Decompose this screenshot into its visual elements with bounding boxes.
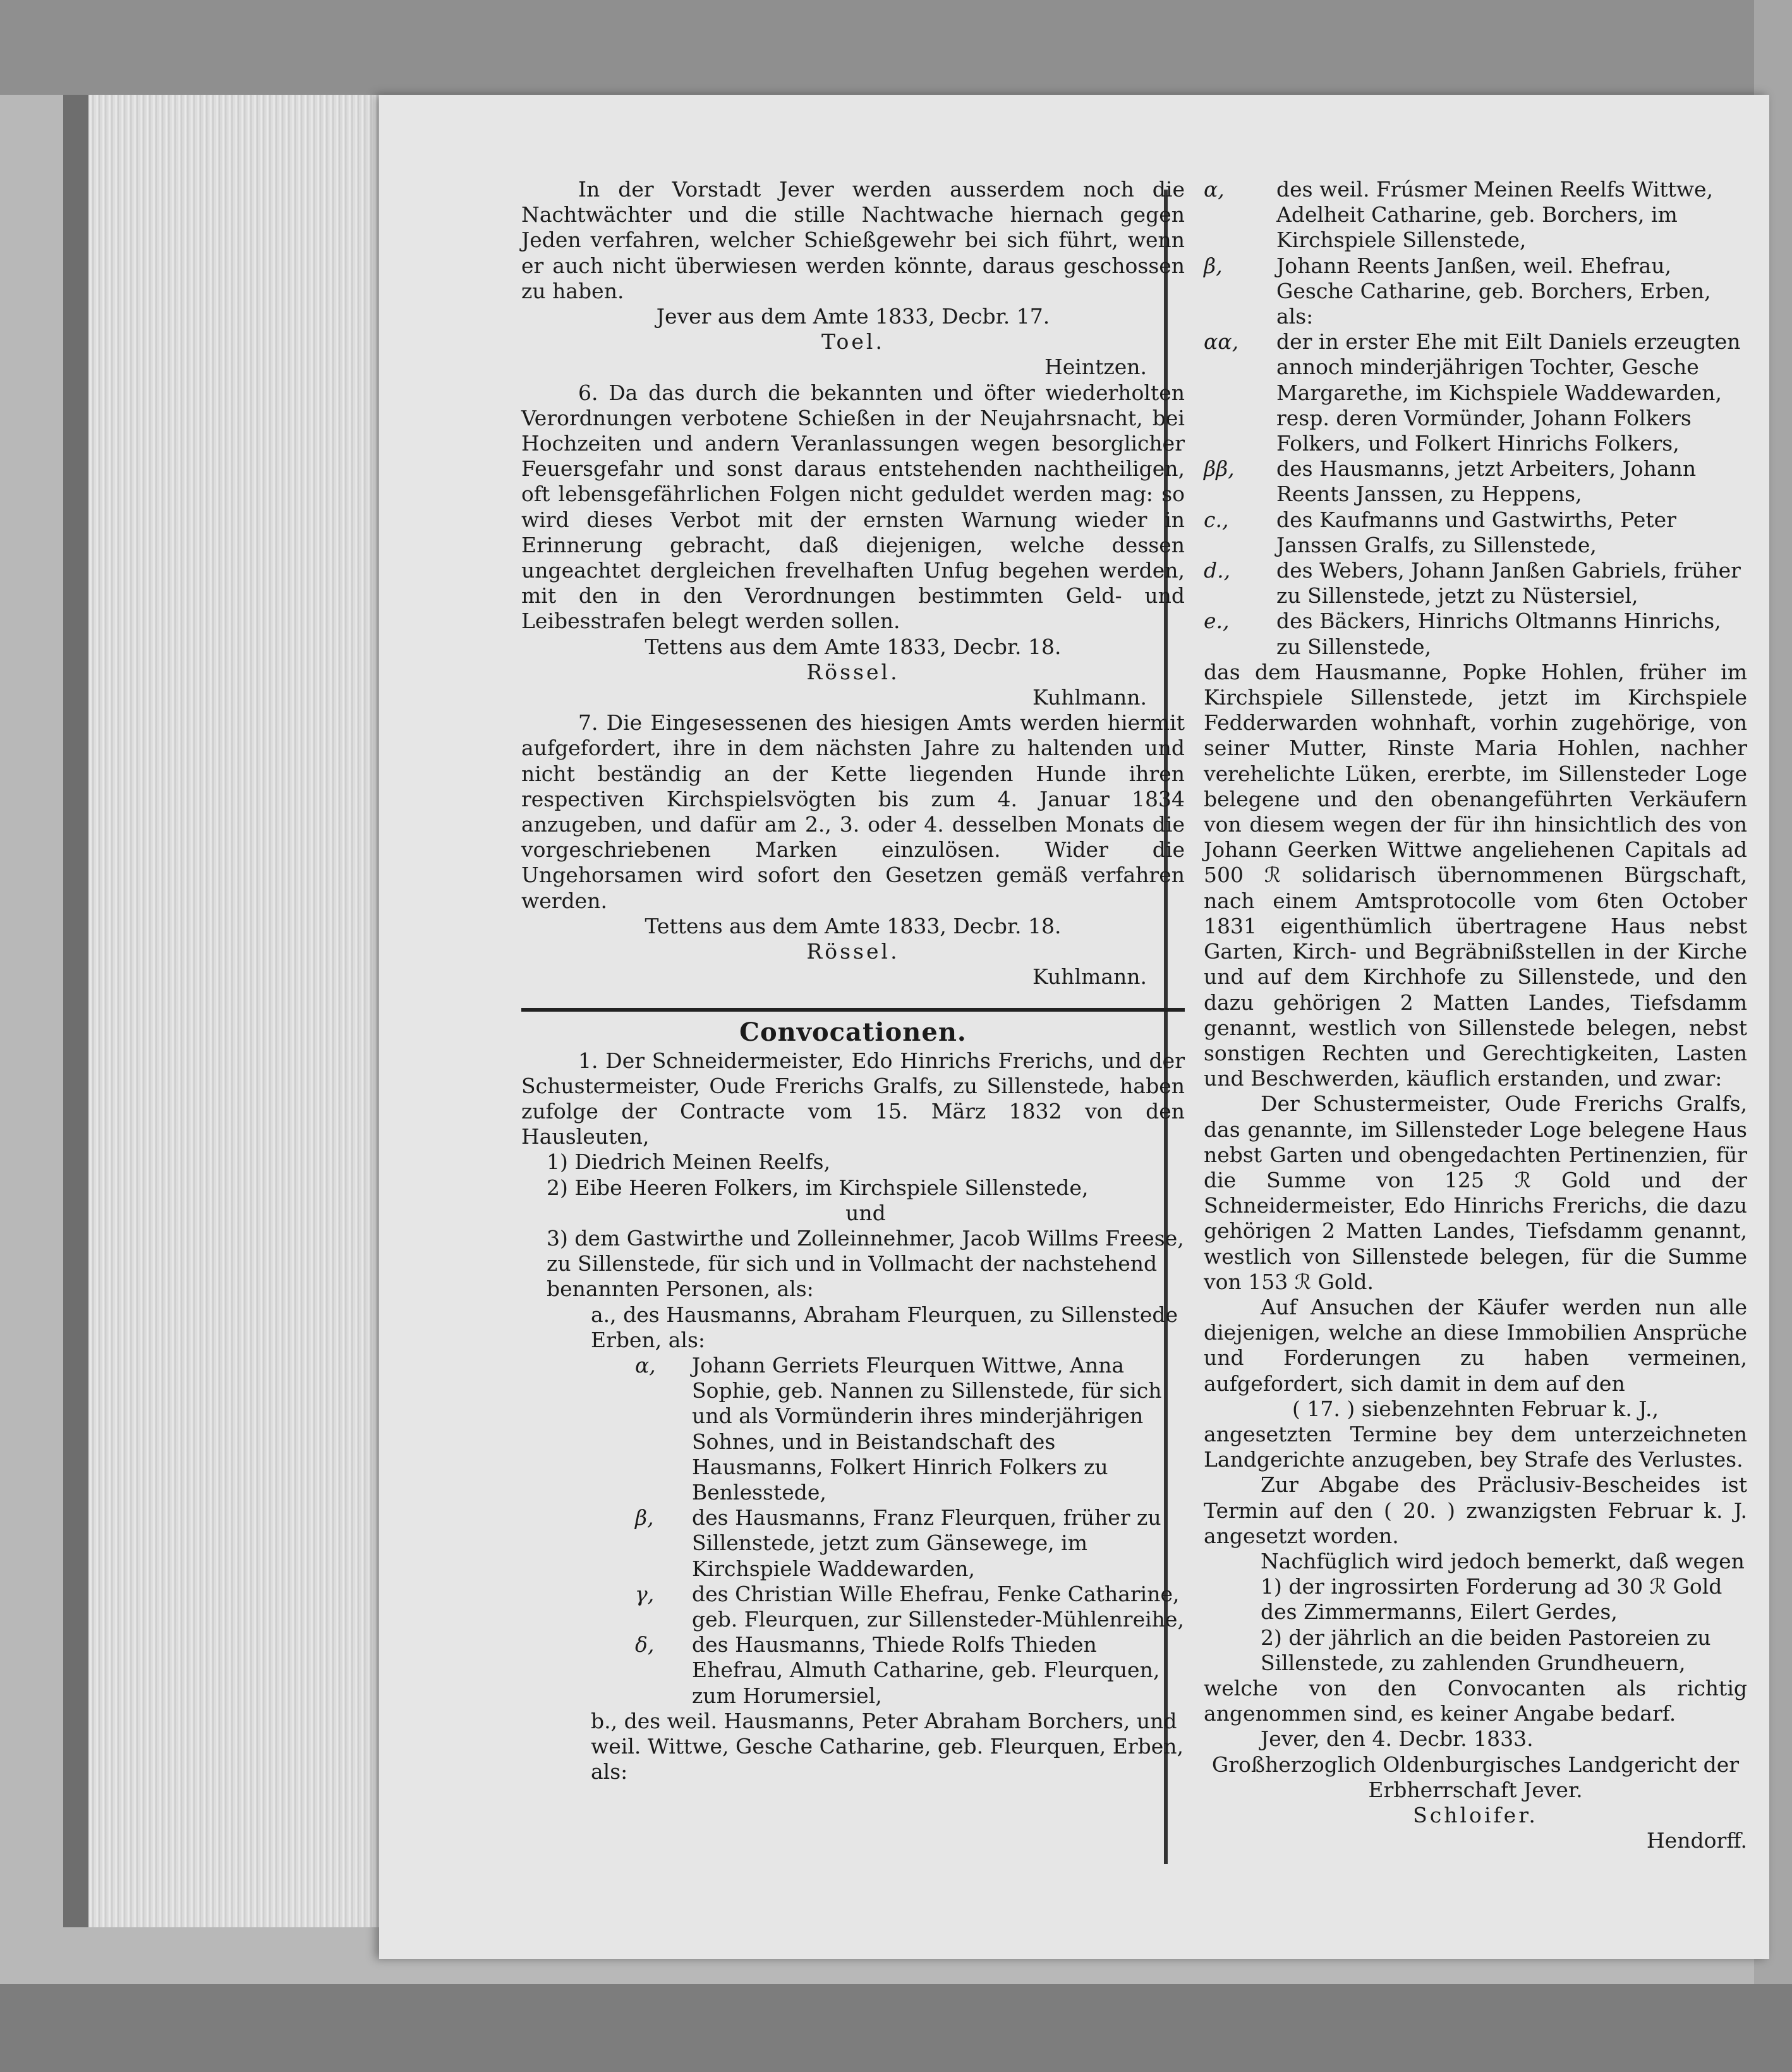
greek-marker: β, — [635, 1505, 654, 1530]
intro-date: Jever aus dem Amte 1833, Decbr. 17. — [656, 304, 1050, 329]
entry-text: der in erster Ehe mit Eilt Daniels erzeugten annoch minderjährigen Tochter, Gesche Margarethe, im Kichspiele Waddewarden, resp. deren Vormünder, Johann Folkers Folkers, und Folkert Hinrichs Folkers, — [1276, 329, 1741, 456]
item-6-signature-1: Rössel. — [806, 659, 900, 684]
convocation-list-item: und — [845, 1200, 886, 1225]
intro-signature-1: Toel. — [821, 329, 885, 354]
note-paragraph: Nachfüglich wird jedoch bemerkt, daß wegen — [1261, 1548, 1745, 1573]
signature-1: Schloifer. — [1413, 1803, 1538, 1827]
item-7-signature-2: Kuhlmann. — [1032, 964, 1147, 990]
convocation-sub-item-b: b., des weil. Hausmanns, Peter Abraham Borchers, und weil. Wittwe, Gesche Catharine, geb. Fleurquen, Erben, als: — [591, 1708, 1184, 1784]
entry-marker: αα, — [1204, 329, 1239, 354]
entry-text: des Kaufmanns und Gastwirths, Peter Janssen Gralfs, zu Sillenstede, — [1276, 507, 1676, 557]
note-list-item: 1) der ingrossirten Forderung ad 30 ℛ Gold des Zimmermanns, Eilert Gerdes, — [1261, 1574, 1722, 1625]
entry-marker: c., — [1204, 507, 1229, 532]
greek-marker: δ, — [635, 1632, 655, 1657]
entry-text: Johann Reents Janßen, weil. Ehefrau, Gesche Catharine, geb. Borchers, Erben, als: — [1276, 253, 1711, 329]
sale-paragraph: Der Schustermeister, Oude Frerichs Gralfs, das genannte, im Sillensteder Loge belegene Haus nebst Garten und obengedachten Pertinenzien, für die Summe von 125 ℛ Gold und der Schneidermeister, Edo Hinrichs Frerichs, die dazu gehörigen 2 Matten Landes, Tiefsdamm genannt, westlich von Sillenstede belegen, für die Summe von 153 ℛ Gold. — [1204, 1091, 1747, 1294]
right-entry — [1204, 507, 1747, 558]
convocation-sub-item-a: a., des Hausmanns, Abraham Fleurquen, zu Sillenstede Erben, als: — [591, 1302, 1178, 1352]
right-entry — [1204, 177, 1747, 253]
item-7-date: Tettens aus dem Amte 1833, Decbr. 18. — [645, 913, 1062, 938]
greek-entry-text: des Hausmanns, Thiede Rolfs Thieden Ehefrau, Almuth Catharine, geb. Fleurquen, zum Horumersiel, — [692, 1632, 1160, 1708]
convocation-intro: 1. Der Schneidermeister, Edo Hinrichs Frerichs, und der Schustermeister, Oude Frerichs Gralfs, zu Sillenstede, haben zufolge der Contracte vom 15. März 1832 von den Hausleuten, — [521, 1048, 1185, 1149]
deadline-paragraph: angesetzten Termine bey dem unterzeichneten Landgerichte anzugeben, bey Strafe des Verlustes. — [1204, 1421, 1747, 1472]
note-conclusion: welche von den Convocanten als richtig angenommen sind, es keiner Angabe bedarf. — [1204, 1675, 1747, 1726]
closing-date: Jever, den 4. Decbr. 1833. — [1261, 1726, 1534, 1752]
greek-entry-text: Johann Gerriets Fleurquen Wittwe, Anna Sophie, geb. Nannen zu Sillenstede, für sich und als Vormünderin ihres minderjährigen Sohnes, und in Beistandschaft des Hausmanns, Folkert Hinrich Folkers zu Benlesstede, — [692, 1352, 1162, 1505]
entry-text: des Hausmanns, jetzt Arbeiters, Johann Reents Janssen, zu Heppens, — [1276, 456, 1697, 507]
section-heading: Convocationen. — [739, 1017, 967, 1047]
entry-marker: d., — [1204, 558, 1231, 583]
preclusion-paragraph: Zur Abgabe des Präclusiv-Bescheides ist Termin auf den ( 20. ) zwanzigsten Februar k. J. angesetzt worden. — [1204, 1472, 1747, 1548]
summons-paragraph: Auf Ansuchen der Käufer werden nun alle diejenigen, welche an diese Immobilien Ansprüche und Forderungen zu haben vermeinen, aufgefordert, sich damit in dem auf den — [1204, 1294, 1747, 1396]
entry-marker: β, — [1204, 253, 1223, 278]
entry-marker: ββ, — [1204, 456, 1235, 482]
signature-2: Hendorff. — [1646, 1828, 1747, 1853]
intro-paragraph: In der Vorstadt Jever werden ausserdem noch die Nachtwächter und die stille Nachtwache hiernach gegen Jeden verfahren, welcher Schießgewehr bei sich führt, wenn er auch nicht überwiesen werden könnte, daraus geschossen zu haben. — [521, 177, 1185, 303]
item-6-paragraph: 6. Da das durch die bekannten und öfter wiederholten Verordnungen verbotene Schießen in der Neujahrsnacht, bei Hochzeiten und andern Veranlassungen wegen besorglicher Feuersgefahr und sonst daraus entstehenden nachtheiligen, oft lebensgefährlichen Folgen nicht geduldet werden mag: so wird dieses Verbot mit der ernsten Warnung wieder in Erinnerung gebracht, daß diejenigen, welche dessen ungeachtet dergleichen frevelhaften Unfug begehen werden, mit den in den Verordnungen bestimmten Geld- und Leibesstrafen belegt werden sollen. — [521, 380, 1185, 634]
greek-entry — [521, 1353, 1185, 1505]
section-rule — [521, 1008, 1185, 1012]
greek-entry — [521, 1582, 1185, 1632]
right-entry — [1204, 558, 1747, 609]
right-entry — [1204, 609, 1747, 659]
background-top — [0, 0, 1792, 95]
greek-entry — [521, 1632, 1185, 1709]
item-6-signature-2: Kuhlmann. — [1032, 685, 1147, 710]
greek-entry-text: des Christian Wille Ehefrau, Fenke Catharine, geb. Fleurquen, zur Sillensteder-Mühlenreihe, — [692, 1581, 1184, 1632]
convocation-list-item: 1) Diedrich Meinen Reelfs, — [547, 1149, 831, 1175]
court-name-line-1: Großherzoglich Oldenburgisches Landgericht der — [1211, 1752, 1740, 1777]
intro-signature-2: Heintzen. — [1044, 354, 1147, 380]
entry-text: des Bäckers, Hinrichs Oltmanns Hinrichs, zu Sillenstede, — [1276, 609, 1721, 659]
entry-marker: α, — [1204, 177, 1225, 202]
greek-marker: γ, — [635, 1581, 655, 1606]
greek-marker: α, — [635, 1352, 656, 1378]
greek-entry-text: des Hausmanns, Franz Fleurquen, früher zu Sillenstede, jetzt zum Gänsewege, im Kirchspiele Waddewarden, — [692, 1505, 1161, 1581]
left-column — [521, 177, 1185, 1784]
right-entry — [1204, 329, 1747, 456]
entry-text: des Webers, Johann Janßen Gabriels, früher zu Sillenstede, jetzt zu Nüstersiel, — [1276, 558, 1741, 609]
entry-text: des weil. Frúsmer Meinen Reelfs Wittwe, Adelheit Catharine, geb. Borchers, im Kirchspiele Sillenstede, — [1276, 177, 1714, 253]
background-bottom — [0, 1984, 1792, 2072]
right-entry — [1204, 253, 1747, 330]
right-entry — [1204, 456, 1747, 507]
book-page-edges — [63, 95, 417, 1927]
convocation-list-item: 3) dem Gastwirthe und Zolleinnehmer, Jacob Willms Freese, zu Sillenstede, für sich und in Vollmacht der nachstehend benannten Personen, als: — [547, 1225, 1184, 1302]
convocation-list-item: 2) Eibe Heeren Folkers, im Kirchspiele Sillenstede, — [547, 1175, 1089, 1200]
entry-marker: e., — [1204, 609, 1230, 634]
item-7-paragraph: 7. Die Eingesessenen des hiesigen Amts werden hiermit aufgefordert, ihre in dem nächsten Jahre zu haltenden und nicht beständig an der Kette liegenden Hunde ihren respectiven Kirchspielsvögten bis zum 4. Januar 1834 anzugeben, und dafür am 2., 3. oder 4. desselben Monats die vorgeschriebenen Marken einzulösen. Wider die Ungehorsamen wird sofort den Gesetzen gemäß verfahren werden. — [521, 710, 1185, 913]
greek-entry — [521, 1505, 1185, 1582]
note-list-item: 2) der jährlich an die beiden Pastoreien zu Sillenstede, zu zahlenden Grundheuern, — [1261, 1625, 1711, 1675]
property-paragraph: das dem Hausmanne, Popke Hohlen, früher im Kirchspiele Sillenstede, jetzt im Kirchspiele Fedderwarden wohnhaft, vorhin zugehörige, von seiner Mutter, Rinste Maria Hohlen, nachher verehelichte Lüken, ererbte, im Sillensteder Loge belegene und den obenangeführten Verkäufern von diesem wegen der für ihn hinsichtlich des von Johann Geerken Wittwe angeliehenen Capitals ad 500 ℛ solidarisch übernommenen Bürgschaft, nach einem Amtsprotocolle vom 6ten October 1831 eigenthümlich übertragene Haus nebst Garten, Kirch- und Begräbnißstellen in der Kirche und auf dem Kirchhofe zu Sillenstede, und den dazu gehörigen 2 Matten Landes, Tiefsdamm genannt, westlich von Sillenstede belegen, nebst sonstigen Rechten und Gerechtigkeiten, Lasten und Beschwerden, käuflich erstanden, und zwar: — [1204, 659, 1747, 1091]
item-6-date: Tettens aus dem Amte 1833, Decbr. 18. — [645, 634, 1062, 659]
summons-date: ( 17. ) siebenzehnten Februar k. J., — [1292, 1396, 1659, 1421]
court-name-line-2: Erbherrschaft Jever. — [1368, 1777, 1583, 1802]
item-7-signature-1: Rössel. — [806, 939, 900, 964]
document-page — [379, 95, 1769, 1959]
right-column — [1204, 177, 1747, 1853]
